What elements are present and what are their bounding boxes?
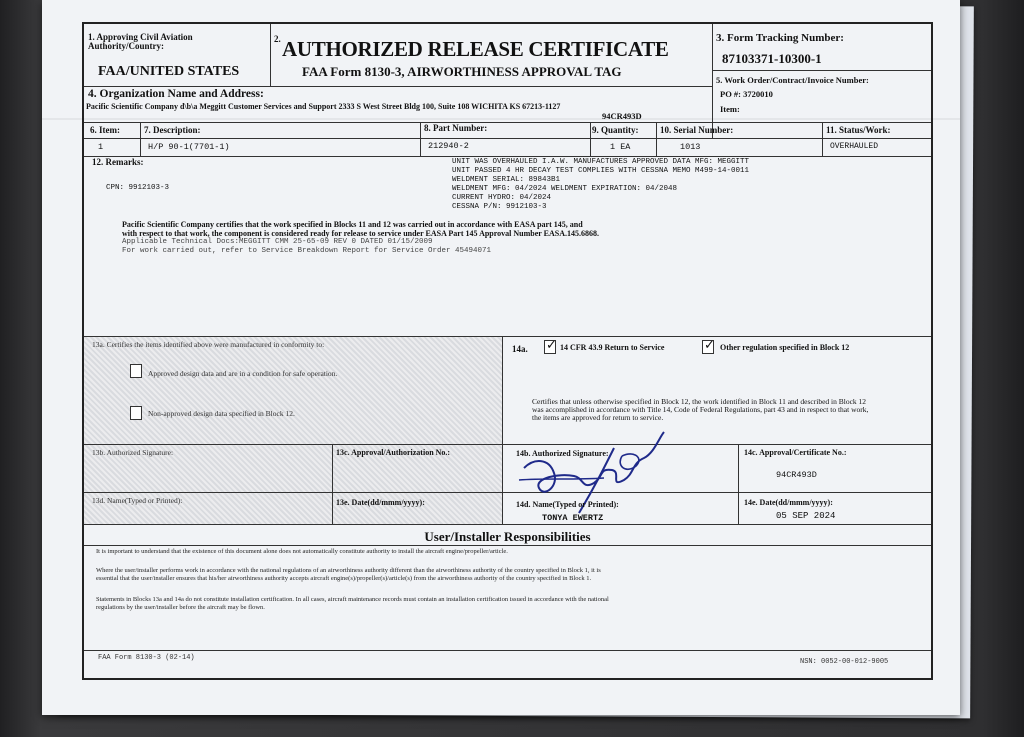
remarks-line: WELDMENT MFG: 04/2024 WELDMENT EXPIRATION: 04/2048 bbox=[452, 185, 678, 193]
approval-cert-number: 94CR493D bbox=[776, 470, 817, 480]
resp-paragraph-3a: Statements in Blocks 13a and 14a do not constitute installation certification. In all cases, aircraft maintenance records must contain an installation certification issued in accordance with the national bbox=[96, 596, 609, 603]
block14a-label: 14a. bbox=[512, 344, 528, 354]
cpn: CPN: 9912103-3 bbox=[106, 184, 170, 192]
non-approved-design-label: Non-approved design data specified in Block 12. bbox=[148, 409, 295, 418]
remarks-line: WELDMENT SERIAL: 89843B1 bbox=[452, 176, 561, 184]
cert-line-1: Pacific Scientific Company certifies that the work specified in Blocks 11 and 12 was carried out in accordance with EASA part 145, and bbox=[122, 220, 583, 229]
other-regulation-checkbox[interactable] bbox=[702, 337, 715, 354]
block13c-label: 13c. Approval/Authorization No.: bbox=[336, 448, 451, 457]
resp-paragraph-3b: regulations by the user/installer before the aircraft may be flown. bbox=[96, 604, 265, 611]
tracking-number: 87103371-10300-1 bbox=[722, 51, 822, 66]
remarks-lines bbox=[452, 158, 749, 212]
block1-value: FAA/UNITED STATES bbox=[98, 64, 240, 79]
item-label: Item: bbox=[720, 104, 740, 114]
nsn-footer: NSN: 0052-00-012-9005 bbox=[800, 658, 889, 666]
block14a-certifies: Certifies that unless otherwise specified in Block 12, the work identified in Block 11 and described in Block 12 was accomplished in accordance with Title 14, Code of Federal Regulations, part 43 and in respect to that work, the items are approved for return to service. bbox=[532, 397, 869, 422]
form-subtitle: FAA Form 8130-3, AIRWORTHINESS APPROVAL TAG bbox=[302, 64, 622, 79]
block14c-label: 14c. Approval/Certificate No.: bbox=[744, 448, 847, 457]
work-ref-line: For work carried out, refer to Service Breakdown Report for Service Order 45494071 bbox=[122, 247, 492, 255]
return-to-service-label: 14 CFR 43.9 Return to Service bbox=[560, 343, 665, 352]
signatory-name: TONYA EWERTZ bbox=[542, 513, 604, 523]
row-part-number: 212940-2 bbox=[428, 141, 469, 151]
remarks-line: CESSNA P/N: 9912103-3 bbox=[452, 203, 547, 211]
block1-label: 1. Approving Civil Aviation Authority/Country: bbox=[88, 32, 193, 51]
header-serial: 10. Serial Number: bbox=[660, 125, 734, 135]
block13b-label: 13b. Authorized Signature: bbox=[92, 448, 174, 457]
approved-design-checkbox[interactable] bbox=[130, 364, 142, 378]
tech-docs bbox=[122, 238, 491, 256]
remarks-line: CURRENT HYDRO: 04/2024 bbox=[452, 194, 552, 202]
remarks-line: UNIT WAS OVERHAULED I.A.W. MANUFACTURES APPROVED DATA MFG: MEGGITT bbox=[452, 158, 750, 166]
row-serial: 1013 bbox=[680, 142, 701, 152]
form-8130-3 bbox=[82, 22, 933, 680]
resp-paragraph-2b: essential that the user/installer ensures that his/her airworthiness authority accepts aircraft engine(s)/propeller(s)/article(s) from the airworthiness authority of the country specified in Block 1. bbox=[96, 575, 592, 582]
tech-docs-line: Applicable Technical Docs:MEGGITT CMM 25-65-09 REV 0 DATED 01/15/2009 bbox=[122, 238, 433, 246]
form-number-footer: FAA Form 8130-3 (02-14) bbox=[98, 654, 195, 662]
block3-label: 3. Form Tracking Number: bbox=[716, 32, 844, 44]
po-number: PO #: 3720010 bbox=[720, 89, 773, 99]
row-item: 1 bbox=[98, 142, 104, 152]
block13a-label: 13a. Certifies the items identified above were manufactured in conformity to: bbox=[92, 340, 325, 349]
block5-label: 5. Work Order/Contract/Invoice Number: bbox=[716, 75, 869, 85]
block13d-label: 13d. Name(Typed or Printed): bbox=[92, 496, 183, 505]
org-cert-number: 94CR493D bbox=[602, 111, 642, 121]
responsibilities-text bbox=[96, 548, 922, 612]
header-status: 11. Status/Work: bbox=[826, 125, 891, 135]
form-title: AUTHORIZED RELEASE CERTIFICATE bbox=[282, 37, 669, 61]
organization-address: Pacific Scientific Company d\b\a Meggitt Customer Services and Support 2333 S West Street Bldg 100, Suite 108 WICHITA KS 67213-1127 bbox=[86, 102, 561, 111]
block14b-label: 14b. Authorized Signature: bbox=[516, 449, 609, 458]
header-part-number: 8. Part Number: bbox=[424, 123, 488, 133]
sign-date: 05 SEP 2024 bbox=[776, 511, 836, 521]
resp-paragraph-1: It is important to understand that the existence of this document alone does not automatically constitute authority to install the aircraft engine/propeller/article. bbox=[96, 548, 508, 555]
certificate-paper bbox=[42, 0, 960, 715]
block4-label: 4. Organization Name and Address: bbox=[88, 88, 264, 100]
check-mark-icon: ✓ bbox=[704, 337, 715, 352]
header-item: 6. Item: bbox=[90, 125, 120, 135]
return-to-service-checkbox[interactable] bbox=[544, 337, 557, 354]
certification-statement bbox=[122, 220, 922, 238]
remarks-line: UNIT PASSED 4 HR DECAY TEST COMPLIES WITH CESSNA MEMO M499-14-0011 bbox=[452, 167, 750, 175]
block14d-label: 14d. Name(Typed or Printed): bbox=[516, 500, 619, 509]
header-quantity: 9. Quantity: bbox=[592, 125, 639, 135]
block2-label: 2. bbox=[274, 34, 281, 44]
remarks-label: 12. Remarks: bbox=[92, 157, 144, 167]
row-quantity: 1 EA bbox=[610, 142, 631, 152]
resp-paragraph-2a: Where the user/installer performs work in accordance with the national regulations of an airworthiness authority different than the airworthiness authority of the country specified in Block 1, it is bbox=[96, 567, 601, 574]
other-regulation-label: Other regulation specified in Block 12 bbox=[720, 343, 850, 352]
header-description: 7. Description: bbox=[144, 125, 201, 135]
row-description: H/P 90-1(7701-1) bbox=[148, 142, 230, 152]
approved-design-label: Approved design data and are in a condition for safe operation. bbox=[148, 369, 338, 378]
block14e-label: 14e. Date(dd/mmm/yyyy): bbox=[744, 498, 833, 507]
block13e-label: 13e. Date(dd/mmm/yyyy): bbox=[336, 498, 425, 507]
check-mark-icon: ✓ bbox=[546, 337, 557, 352]
row-status: OVERHAULED bbox=[830, 142, 879, 151]
responsibilities-title: User/Installer Responsibilities bbox=[424, 529, 591, 544]
cert-line-2: with respect to that work, the component is considered ready for release to service under EASA Part 145 Approval Number EASA.145.6868. bbox=[122, 229, 600, 238]
non-approved-design-checkbox[interactable] bbox=[130, 406, 142, 420]
